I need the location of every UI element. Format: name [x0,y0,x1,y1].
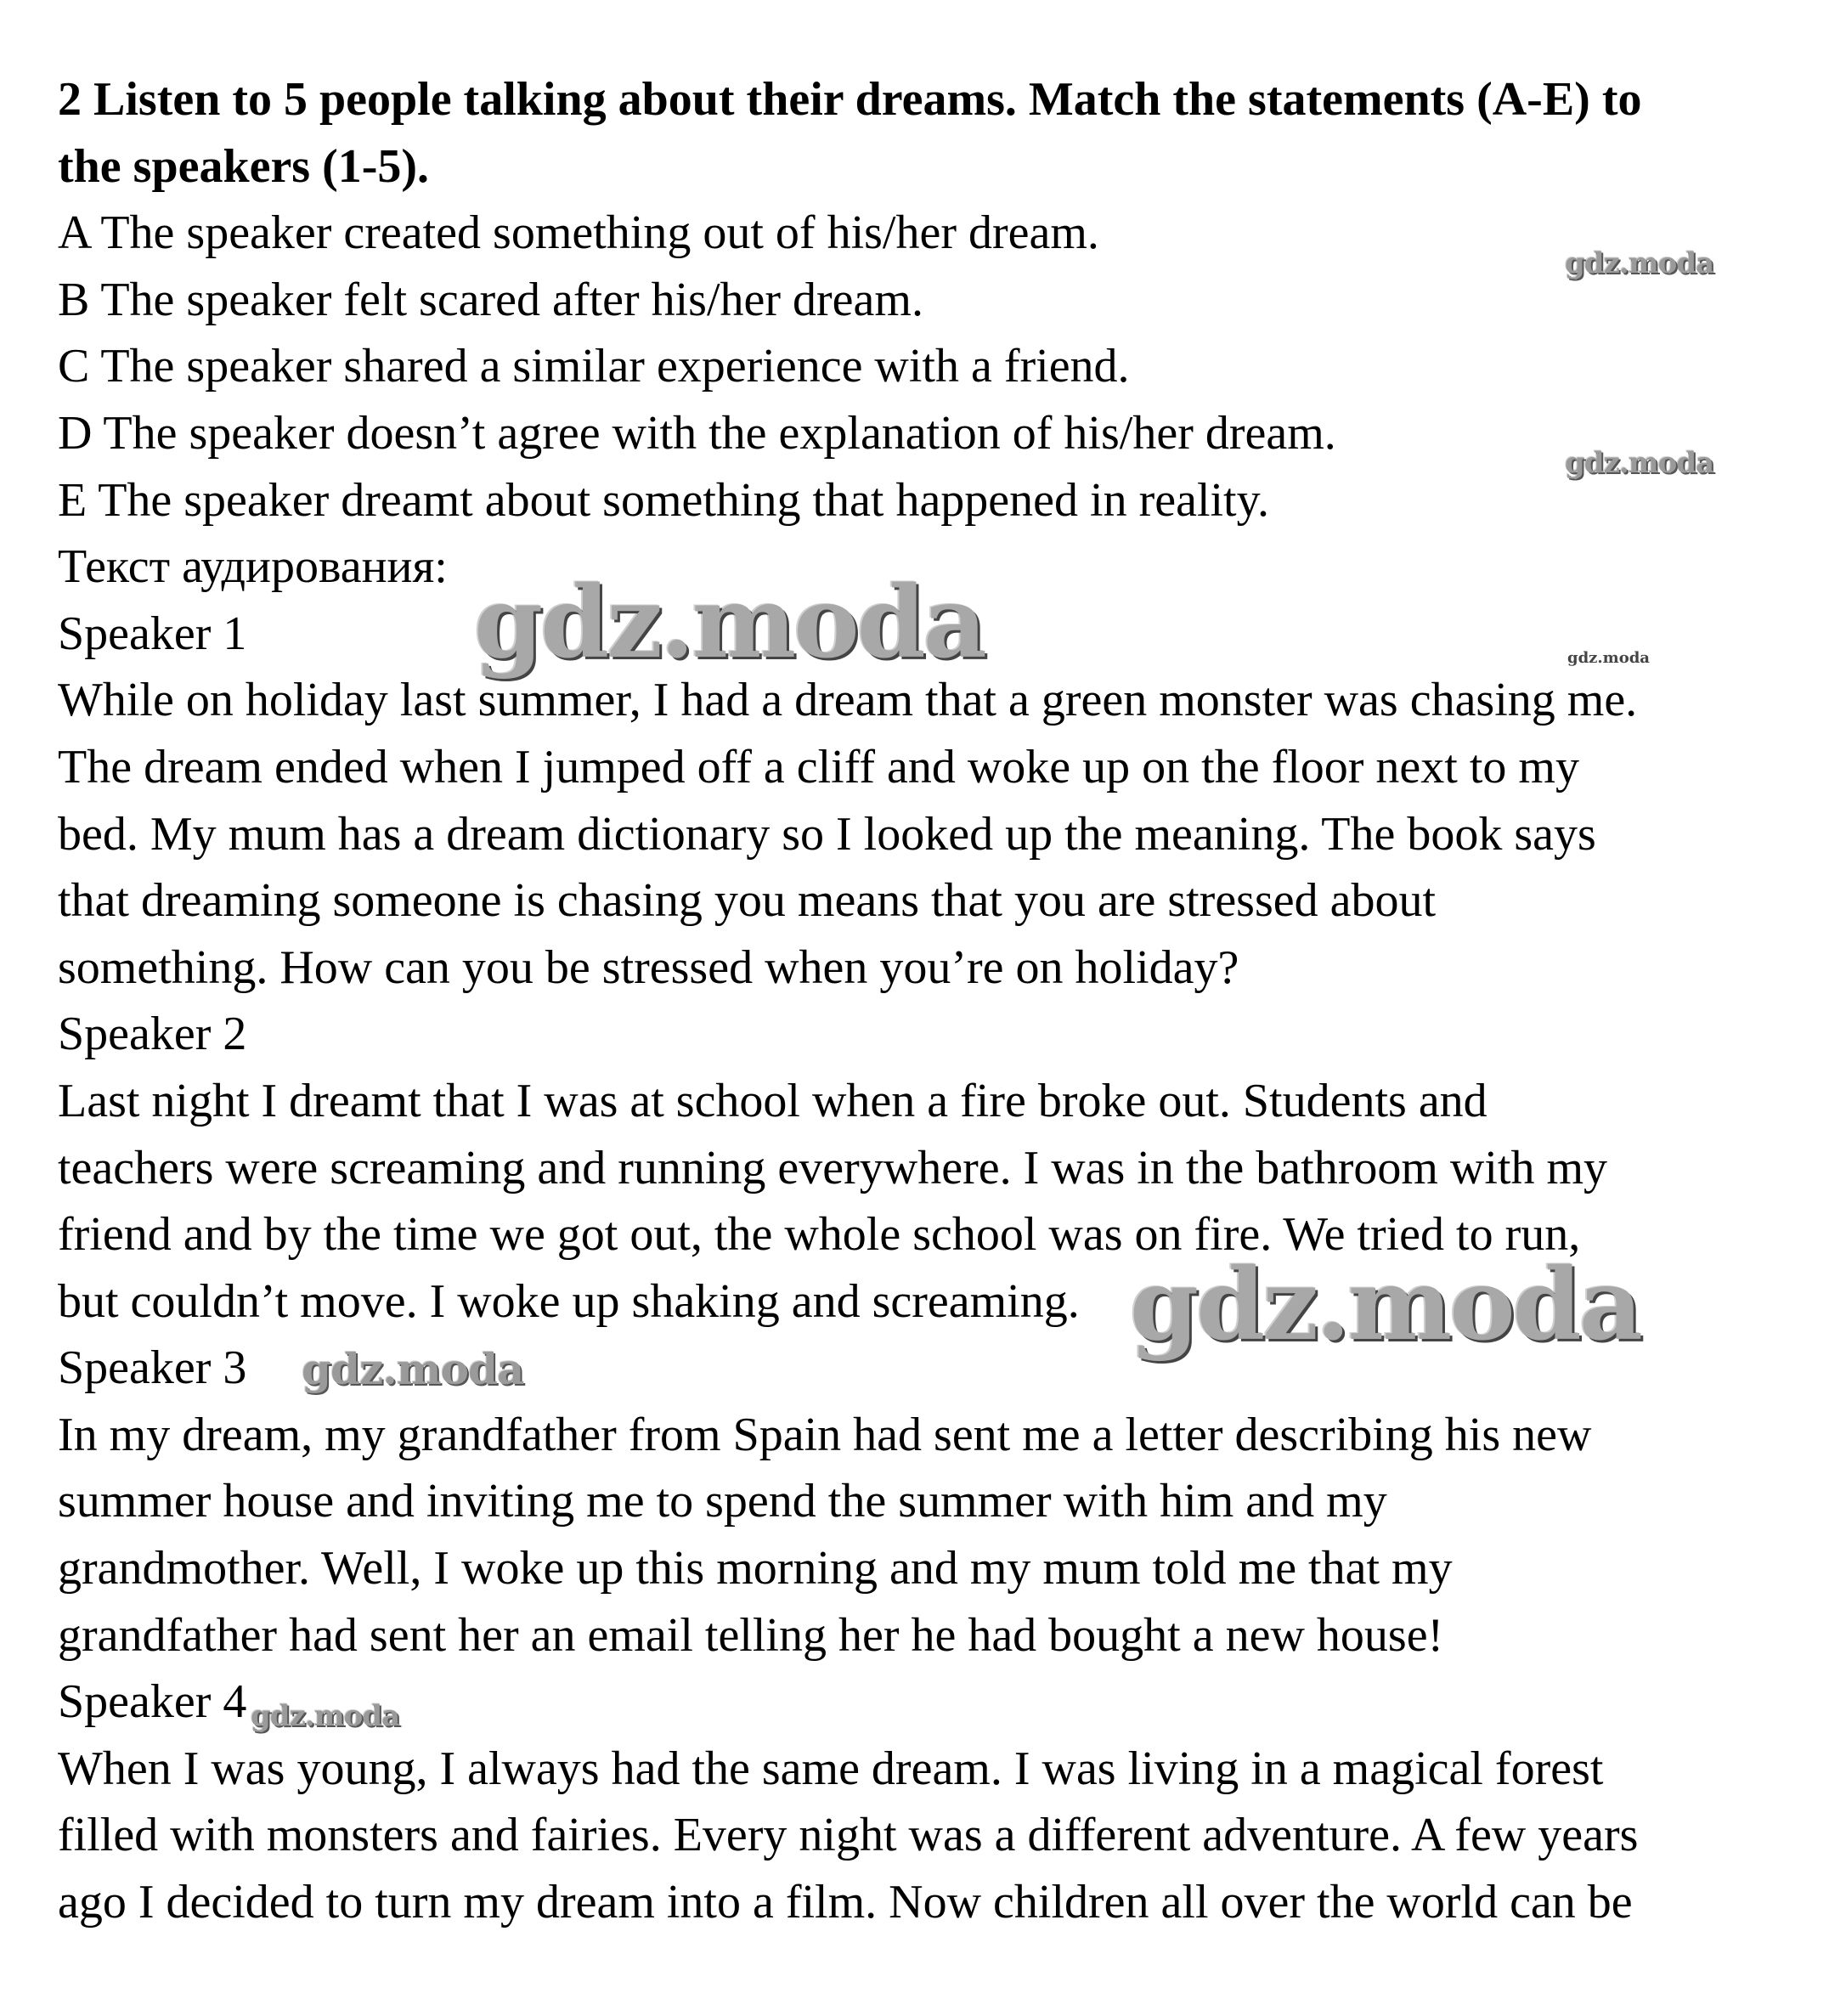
speaker-2-line: but couldn’t move. I woke up shaking and screaming. [58,1274,1080,1328]
statement-d: D The speaker doesn’t agree with the explanation of his/her dream. [58,406,1336,460]
watermark: gdz.moda [251,1699,400,1733]
watermark: gdz.moda [1565,246,1714,280]
statement-e: E The speaker dreamt about something that happened in reality. [58,473,1269,527]
watermark: gdz.moda [474,565,985,680]
speaker-1-line: that dreaming someone is chasing you means that you are stressed about [58,874,1437,928]
document-page [58,66,1774,1936]
speaker-1-title: Speaker 1 [58,607,247,660]
speaker-4-line: filled with monsters and fairies. Every night was a different adventure. A few years [58,1809,1639,1862]
watermark: gdz.moda [302,1344,524,1394]
watermark: gdz.moda [1565,446,1714,480]
speaker-2-line: friend and by the time we got out, the whole school was on fire. We tried to run, [58,1208,1581,1262]
speaker-3-line: In my dream, my grandfather from Spain had sent me a letter describing his new [58,1408,1592,1461]
speaker-1-line: bed. My mum has a dream dictionary so I looked up the meaning. The book says [58,807,1596,861]
statement-b: B The speaker felt scared after his/her dream. [58,273,923,326]
task-heading-line-1: 2 Listen to 5 people talking about their dreams. Match the statements (A-E) to [58,73,1642,126]
speaker-1-line: While on holiday last summer, I had a dream that a green monster was chasing me. [58,674,1638,727]
speaker-3-line: grandfather had sent her an email telling her he had bought a new house! [58,1608,1444,1662]
statement-a: A The speaker created something out of his/her dream. [58,206,1099,260]
transcript-label: Текст аудирования: [58,540,448,594]
speaker-4-title: Speaker 4 [58,1675,247,1729]
speaker-1-line: something. How can you be stressed when you’re on holiday? [58,940,1239,994]
speaker-3-title: Speaker 3 [58,1341,247,1395]
speaker-2-title: Speaker 2 [58,1008,247,1061]
task-heading-line-2: the speakers (1-5). [58,139,430,193]
speaker-3-line: grandmother. Well, I woke up this morning and my mum told me that my [58,1542,1453,1595]
watermark: gdz.moda [1567,649,1650,667]
speaker-3-line: summer house and inviting me to spend the summer with him and my [58,1475,1387,1528]
speaker-4-line: ago I decided to turn my dream into a film. Now children all over the world can be [58,1876,1633,1929]
speaker-2-line: Last night I dreamt that I was at school when a fire broke out. Students and [58,1074,1487,1127]
watermark: gdz.moda [1130,1247,1640,1363]
speaker-1-line: The dream ended when I jumped off a cliff and woke up on the floor next to my [58,740,1579,793]
speaker-2-line: teachers were screaming and running everywhere. I was in the bathroom with my [58,1141,1608,1194]
statement-c: C The speaker shared a similar experience with a friend. [58,340,1130,393]
speaker-4-line: When I was young, I always had the same dream. I was living in a magical forest [58,1742,1604,1795]
